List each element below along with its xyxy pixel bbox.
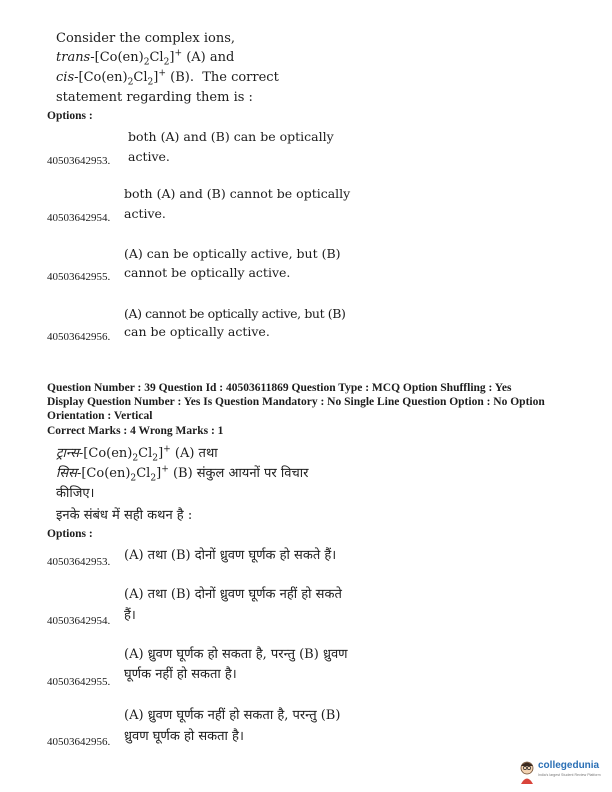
collegedunia-logo [518,758,604,786]
option-en-3-id: 40503642955. [47,271,111,283]
option-en-1-id: 40503642953. [47,155,111,167]
meta-line-1: Question Number : 39 Question Id : 40503611869 Question Type : MCQ Option Shuffling : Yes [47,382,512,394]
question-hi-line-3: कीजिए। [56,486,95,501]
option-hi-3-id: 40503642955. [47,676,111,688]
option-hi-4-id: 40503642956. [47,736,111,748]
option-en-4-line-2: can be optically active. [124,324,270,339]
option-en-3-line-1: (A) can be optically active, but (B) [124,246,341,261]
option-hi-4-line-1: (A) ध्रुवण घूर्णक नहीं हो सकता है, परन्तु (B) [124,708,341,723]
mascot-icon [518,760,536,784]
option-hi-2-id: 40503642954. [47,615,111,627]
question-hi-line-4: इनके संबंध में सही कथन है : [56,508,193,523]
meta-line-2: Display Question Number : Yes Is Question Mandatory : No Single Line Question Option : No Option [47,396,545,408]
logo-tagline: India's largest Student Review Platform [538,773,601,777]
option-hi-1-line-1: (A) तथा (B) दोनों ध्रुवण घूर्णक हो सकते हैं। [124,548,337,563]
meta-line-3: Orientation : Vertical [47,410,153,422]
option-en-4-line-1: (A) cannot be optically active, but (B) [124,306,346,321]
option-hi-4-line-2: ध्रुवण घूर्णक हो सकता है। [124,729,244,744]
option-en-2-line-2: active. [124,206,166,221]
meta-line-4: Correct Marks : 4 Wrong Marks : 1 [47,425,224,437]
option-hi-1-id: 40503642953. [47,556,111,568]
question-en-line-2: trans-$[Co(en)_2Cl_2]^+$ (A) and [56,48,235,68]
question-hi-line-2: $सिस-[Co(en)_2Cl_2]^+$ (B) संकुल आयनों पर विचार [56,464,309,484]
question-en-line-1: Consider the complex ions, [56,31,235,46]
option-en-2-line-1: both (A) and (B) cannot be optically [124,186,351,201]
option-hi-2-line-1: (A) तथा (B) दोनों ध्रुवण घूर्णक नहीं हो सकते [124,587,342,602]
option-en-1-line-1: both (A) and (B) can be optically [128,129,334,144]
option-en-2-id: 40503642954. [47,212,111,224]
option-en-1-line-2: active. [128,149,170,164]
question-en-line-4: statement regarding them is : [56,90,253,105]
option-hi-3-line-2: घूर्णक नहीं हो सकता है। [124,667,237,682]
options-label-en: Options : [47,110,93,122]
option-en-4-id: 40503642956. [47,331,111,343]
options-label-hi: Options : [47,528,93,540]
question-en-line-3: cis-$[Co(en)_2Cl_2]^+$ (B). The correct [56,68,279,88]
logo-brand: collegedunia [538,760,600,771]
option-hi-3-line-1: (A) ध्रुवण घूर्णक हो सकता है, परन्तु (B) ध्रुवण [124,647,348,662]
option-hi-2-line-2: हैं। [124,608,136,623]
option-en-3-line-2: cannot be optically active. [124,265,291,280]
question-hi-line-1: $ट्रान्स-[Co(en)_2Cl_2]^+$ (A) तथा [56,444,218,464]
